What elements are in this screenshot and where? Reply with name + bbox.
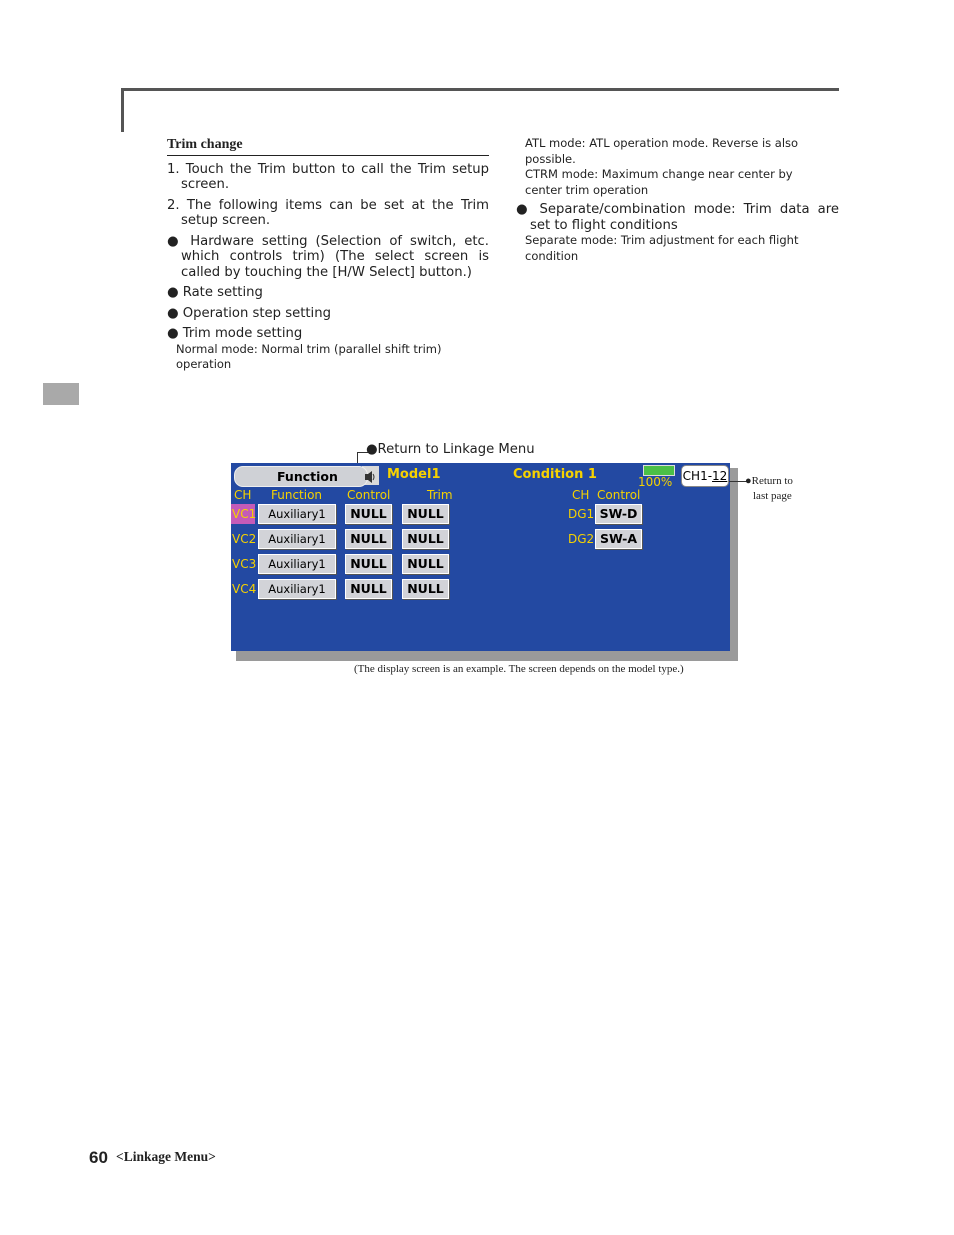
return-linkage-label: ●Return to Linkage Menu (366, 442, 535, 457)
header-function: Function (271, 488, 323, 502)
dg-label: DG1 (568, 507, 595, 521)
header-trim: Trim (427, 488, 453, 502)
function-select-button[interactable]: Auxiliary1 (258, 529, 336, 549)
page-number: 60 (89, 1148, 108, 1167)
header-control: Control (347, 488, 391, 502)
header-rule-left (121, 88, 124, 132)
control-select-button[interactable]: NULL (345, 554, 392, 574)
trim-select-button[interactable]: NULL (402, 579, 449, 599)
function-button[interactable]: Function (234, 466, 368, 487)
return-last-label: ●Return to last page (745, 475, 793, 502)
battery-percent: 100% (638, 475, 673, 489)
trim-select-button[interactable]: NULL (402, 504, 449, 524)
ctrm-mode-note: CTRM mode: Maximum change near center by center trim operation (525, 167, 793, 197)
header-control-digital: Control (597, 488, 641, 502)
header-ch: CH (234, 488, 252, 502)
footer-section: <Linkage Menu> (116, 1149, 216, 1164)
atl-mode-note: ATL mode: ATL operation mode. Reverse is also possible. (525, 136, 799, 166)
bullet-trim-mode: ● Trim mode setting (167, 326, 303, 341)
dg-control-button[interactable]: SW-A (595, 529, 642, 549)
bullet-separate: ● Separate/combination mode: Trim data are set to flight conditions (516, 202, 839, 233)
vc-label: VC1 (232, 507, 257, 521)
section-title: Trim change (167, 137, 489, 156)
control-select-button[interactable]: NULL (345, 504, 392, 524)
left-column (167, 137, 489, 373)
vc-label: VC2 (232, 532, 257, 546)
model-name: Model1 (387, 467, 441, 482)
separate-mode-note: Separate mode: Trim adjustment for each flight condition (525, 233, 799, 263)
section-tab (43, 383, 79, 405)
bullet-hardware: ● Hardware setting (Selection of switch, etc. which controls trim) (The select screen is called by touching the [H/W Select] button.) (167, 233, 489, 280)
control-select-button[interactable]: NULL (345, 529, 392, 549)
function-select-button[interactable]: Auxiliary1 (258, 554, 336, 574)
step-2: 2. The following items can be set at the Trim setup screen. (167, 197, 489, 228)
header-rule (121, 88, 839, 91)
bullet-step: ● Operation step setting (167, 305, 331, 321)
control-select-button[interactable]: NULL (345, 579, 392, 599)
function-select-button[interactable]: Auxiliary1 (258, 579, 336, 599)
screen-caption: (The display screen is an example. The screen depends on the model type.) (354, 663, 684, 675)
function-select-button[interactable]: Auxiliary1 (258, 504, 336, 524)
step-1: 1. Touch the Trim button to call the Trim setup screen. (167, 161, 489, 192)
function-screen (231, 463, 730, 651)
dg-label: DG2 (568, 532, 595, 546)
trim-select-button[interactable]: NULL (402, 554, 449, 574)
trim-select-button[interactable]: NULL (402, 529, 449, 549)
header-ch-digital: CH (572, 488, 590, 502)
normal-mode-note: Normal mode: Normal trim (parallel shift trim) operation (176, 341, 442, 371)
speaker-icon[interactable] (364, 469, 376, 483)
bullet-rate: ● Rate setting (167, 285, 263, 300)
dg-control-button[interactable]: SW-D (595, 504, 642, 524)
ch-page-button[interactable]: CH1-12 (681, 465, 729, 487)
vc-label: VC4 (232, 582, 257, 596)
condition-name: Condition 1 (513, 467, 597, 482)
vc-label: VC3 (232, 557, 257, 571)
right-column (516, 136, 839, 264)
